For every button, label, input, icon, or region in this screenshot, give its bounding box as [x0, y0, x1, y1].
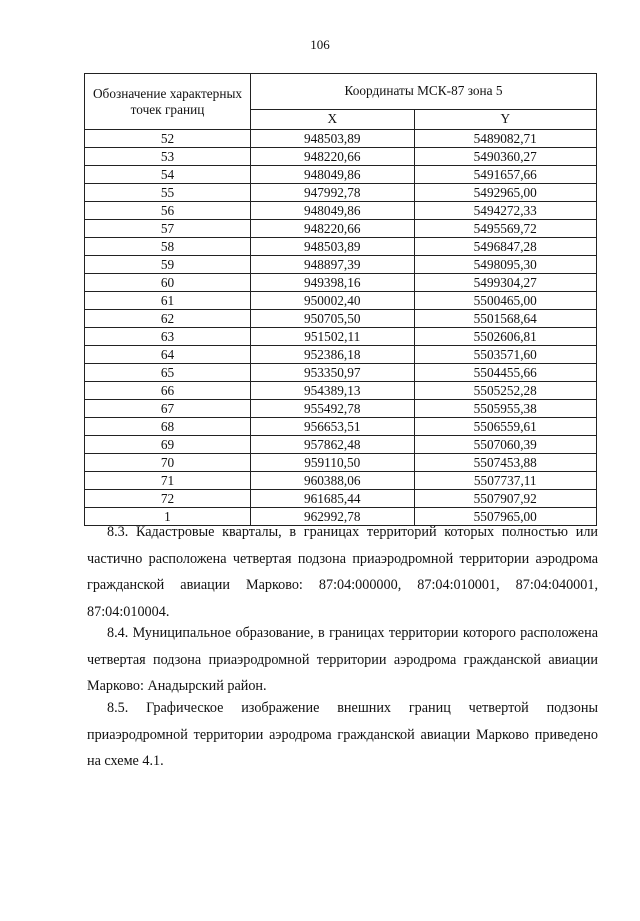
- cell-y: 5494272,33: [414, 202, 597, 220]
- table-row: [85, 310, 597, 328]
- cell-y: 5489082,71: [414, 130, 597, 148]
- cell-point: 68: [85, 418, 251, 436]
- cell-y: 5504455,66: [414, 364, 597, 382]
- cell-y: 5496847,28: [414, 238, 597, 256]
- cell-x: 949398,16: [251, 274, 415, 292]
- cell-y: 5501568,64: [414, 310, 597, 328]
- header-x: X: [251, 109, 415, 129]
- paragraph-8-4-block: [87, 620, 598, 700]
- table-row: [85, 328, 597, 346]
- cell-x: 948049,86: [251, 202, 415, 220]
- cell-x: 954389,13: [251, 382, 415, 400]
- cell-x: 948049,86: [251, 166, 415, 184]
- cell-x: 951502,11: [251, 328, 415, 346]
- table-row: [85, 220, 597, 238]
- table-row: [85, 418, 597, 436]
- cell-point: 52: [85, 130, 251, 148]
- cell-x: 953350,97: [251, 364, 415, 382]
- table-row: [85, 292, 597, 310]
- cell-point: 1: [85, 508, 251, 526]
- paragraph-8-5-block: [87, 695, 598, 775]
- cell-x: 948220,66: [251, 148, 415, 166]
- cell-point: 65: [85, 364, 251, 382]
- cell-y: 5492965,00: [414, 184, 597, 202]
- table-row: [85, 184, 597, 202]
- table-row: [85, 166, 597, 184]
- cell-x: 948897,39: [251, 256, 415, 274]
- cell-y: 5507060,39: [414, 436, 597, 454]
- cell-y: 5507965,00: [414, 508, 597, 526]
- cell-y: 5495569,72: [414, 220, 597, 238]
- cell-y: 5499304,27: [414, 274, 597, 292]
- table-row: [85, 454, 597, 472]
- cell-point: 64: [85, 346, 251, 364]
- table-row: [85, 472, 597, 490]
- cell-point: 55: [85, 184, 251, 202]
- cell-y: 5502606,81: [414, 328, 597, 346]
- paragraph-8-3-block: [87, 519, 598, 625]
- table-row: [85, 256, 597, 274]
- cell-point: 54: [85, 166, 251, 184]
- header-coordinates: Координаты МСК-87 зона 5: [251, 74, 597, 110]
- table-row: [85, 382, 597, 400]
- cell-x: 948220,66: [251, 220, 415, 238]
- cell-point: 61: [85, 292, 251, 310]
- cell-point: 57: [85, 220, 251, 238]
- cell-x: 948503,89: [251, 130, 415, 148]
- cell-x: 952386,18: [251, 346, 415, 364]
- table-body: [85, 130, 597, 526]
- cell-point: 71: [85, 472, 251, 490]
- cell-y: 5503571,60: [414, 346, 597, 364]
- cell-point: 69: [85, 436, 251, 454]
- cell-y: 5506559,61: [414, 418, 597, 436]
- table-row: [85, 274, 597, 292]
- cell-y: 5491657,66: [414, 166, 597, 184]
- table-row: [85, 400, 597, 418]
- cell-point: 63: [85, 328, 251, 346]
- cell-x: 948503,89: [251, 238, 415, 256]
- paragraph-8-5: 8.5. Графическое изображение внешних границ четвертой подзоны приаэродромной территории аэродрома гражданской авиации Марково приведено на схеме 4.1.: [87, 700, 598, 769]
- table-row: [85, 130, 597, 148]
- cell-y: 5507737,11: [414, 472, 597, 490]
- table-row: [85, 436, 597, 454]
- cell-x: 962992,78: [251, 508, 415, 526]
- cell-point: 62: [85, 310, 251, 328]
- table-row: [85, 346, 597, 364]
- table-row: [85, 148, 597, 166]
- table-row: [85, 364, 597, 382]
- paragraph-8-3: 8.3. Кадастровые кварталы, в границах территорий которых полностью или частично расположена четвертая подзона приаэродромной территории аэродрома гражданской авиации Марково: 87:04:000000, 87:04:010001, 87:04:040001, 87:04:010004.: [87, 524, 598, 620]
- cell-y: 5505252,28: [414, 382, 597, 400]
- cell-point: 66: [85, 382, 251, 400]
- cell-y: 5490360,27: [414, 148, 597, 166]
- cell-x: 950002,40: [251, 292, 415, 310]
- cell-point: 60: [85, 274, 251, 292]
- cell-point: 58: [85, 238, 251, 256]
- cell-x: 947992,78: [251, 184, 415, 202]
- cell-point: 72: [85, 490, 251, 508]
- cell-x: 961685,44: [251, 490, 415, 508]
- header-y: Y: [414, 109, 597, 129]
- cell-y: 5500465,00: [414, 292, 597, 310]
- cell-point: 70: [85, 454, 251, 472]
- cell-x: 960388,06: [251, 472, 415, 490]
- cell-x: 957862,48: [251, 436, 415, 454]
- cell-y: 5505955,38: [414, 400, 597, 418]
- table-row: [85, 490, 597, 508]
- table-row: [85, 238, 597, 256]
- cell-x: 955492,78: [251, 400, 415, 418]
- cell-x: 959110,50: [251, 454, 415, 472]
- paragraph-8-4: 8.4. Муниципальное образование, в границах территории которого расположена четвертая подзона приаэродромной территории аэродрома гражданской авиации Марково: Анадырский район.: [87, 625, 598, 694]
- cell-y: 5507907,92: [414, 490, 597, 508]
- cell-y: 5498095,30: [414, 256, 597, 274]
- cell-point: 67: [85, 400, 251, 418]
- cell-point: 59: [85, 256, 251, 274]
- table-row: [85, 202, 597, 220]
- cell-x: 950705,50: [251, 310, 415, 328]
- cell-point: 53: [85, 148, 251, 166]
- cell-y: 5507453,88: [414, 454, 597, 472]
- coordinates-table: [84, 73, 597, 526]
- page-number: 106: [310, 37, 330, 52]
- header-points: Обозначение характерных точек границ: [85, 74, 251, 130]
- cell-point: 56: [85, 202, 251, 220]
- cell-x: 956653,51: [251, 418, 415, 436]
